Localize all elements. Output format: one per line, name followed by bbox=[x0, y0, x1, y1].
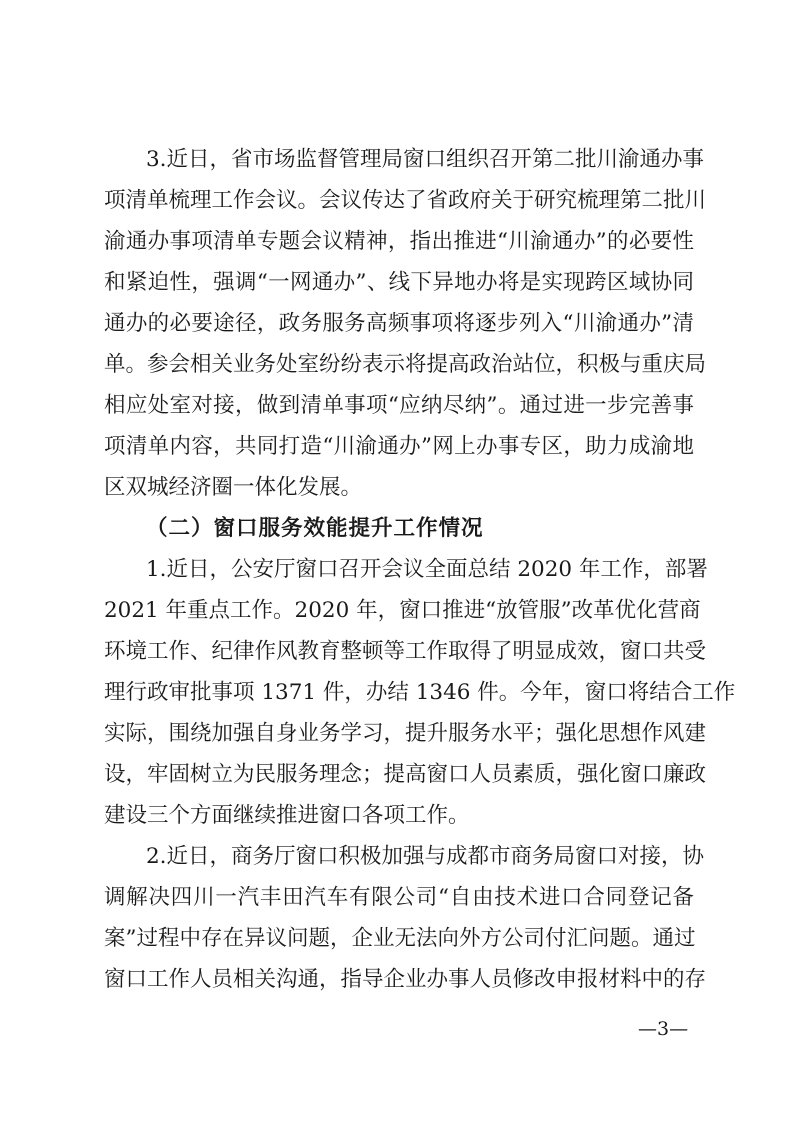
text-line: 区双城经济圈一体化发展。 bbox=[104, 475, 363, 500]
text-line: 1.近日，公安厅窗口召开会议全面总结 2020 年工作，部署 bbox=[146, 557, 708, 582]
section-heading: （二）窗口服务效能提升工作情况 bbox=[146, 516, 484, 541]
text-line: 窗口工作人员相关沟通，指导企业办事人员修改申报材料中的存 bbox=[104, 967, 707, 992]
text-line: 2.近日，商务厅窗口积极加强与成都市商务局窗口对接，协 bbox=[146, 844, 705, 869]
text-line: 3.近日，省市场监督管理局窗口组织召开第二批川渝通办事 bbox=[146, 147, 705, 172]
text-line: 理行政审批事项 1371 件，办结 1346 件。今年，窗口将结合工作 bbox=[104, 680, 736, 705]
text-line: 单。参会相关业务处室纷纷表示将提高政治站位，积极与重庆局 bbox=[104, 352, 707, 377]
text-line: 调解决四川一汽丰田汽车有限公司“自由技术进口合同登记备 bbox=[104, 885, 694, 910]
text-line: 项清单内容，共同打造“川渝通办”网上办事专区，助力成渝地 bbox=[104, 434, 694, 459]
text-line: 设，牢固树立为民服务理念；提高窗口人员素质，强化窗口廉政 bbox=[104, 762, 707, 787]
text-line: 和紧迫性，强调“一网通办”、线下异地办将是实现跨区域协同 bbox=[104, 270, 694, 295]
text-line: 建设三个方面继续推进窗口各项工作。 bbox=[104, 803, 470, 828]
text-line: 相应处室对接，做到清单事项“应纳尽纳”。通过进一步完善事 bbox=[104, 393, 694, 418]
text-line: 实际，围绕加强自身业务学习，提升服务水平；强化思想作风建 bbox=[104, 721, 707, 746]
text-line: 渝通办事项清单专题会议精神，指出推进“川渝通办”的必要性 bbox=[104, 229, 694, 254]
text-line: 通办的必要途径，政务服务高频事项将逐步列入“川渝通办”清 bbox=[104, 311, 694, 336]
text-line: 环境工作、纪律作风教育整顿等工作取得了明显成效，窗口共受 bbox=[104, 639, 707, 664]
text-line: 2021 年重点工作。2020 年，窗口推进“放管服”改革优化营商 bbox=[104, 598, 701, 623]
page-number: —3— bbox=[638, 1018, 689, 1040]
text-line: 项清单梳理工作会议。会议传达了省政府关于研究梳理第二批川 bbox=[104, 188, 707, 213]
text-line: 案”过程中存在异议问题，企业无法向外方公司付汇问题。通过 bbox=[104, 926, 696, 951]
